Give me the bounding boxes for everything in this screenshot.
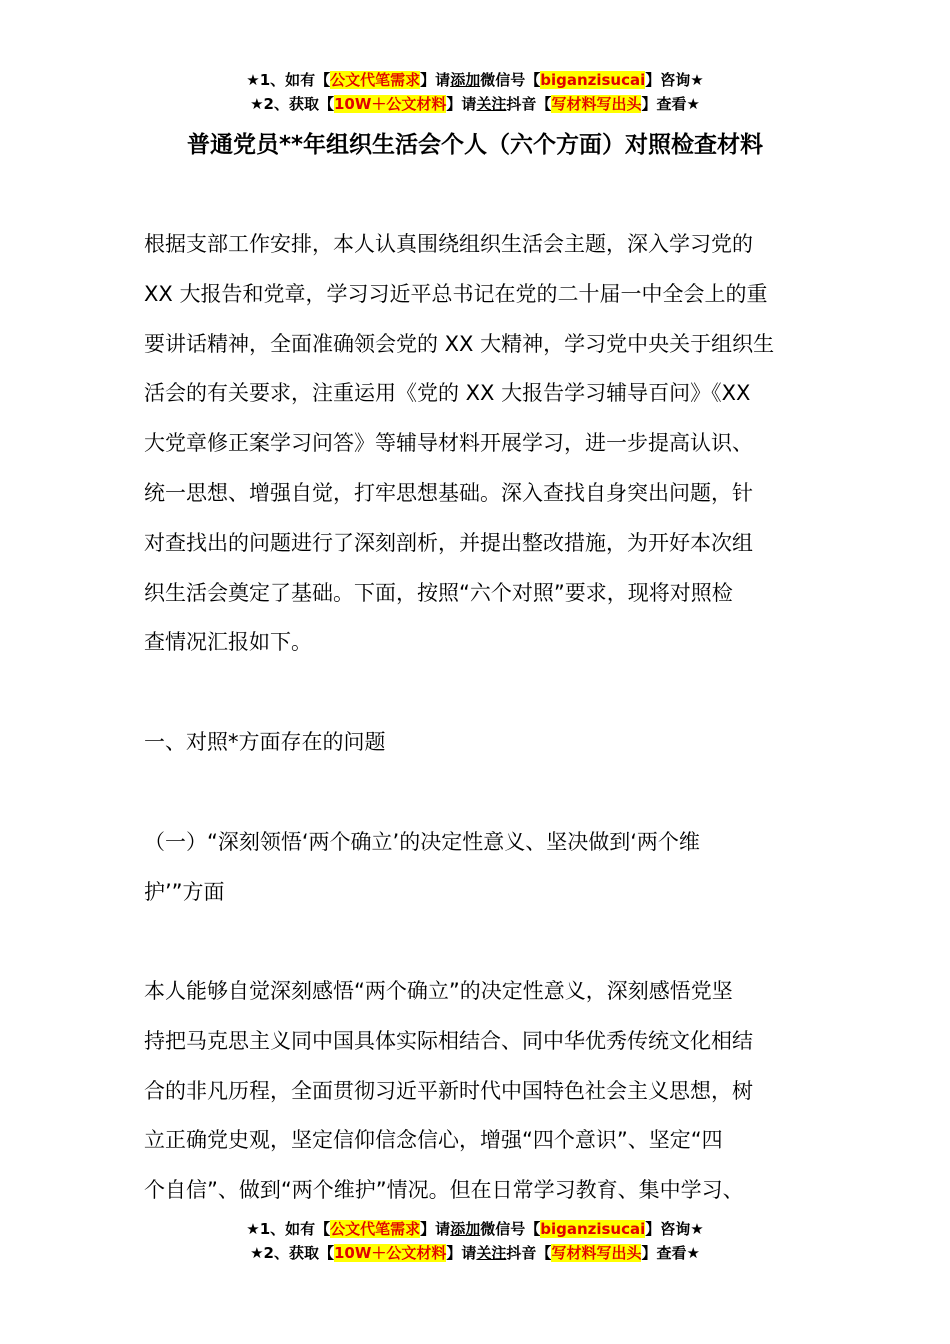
text-line: 织生活会奠定了基础。下面，按照“六个对照”要求，现将对照检 (144, 580, 733, 605)
promo-line-2 (0, 1241, 950, 1265)
intro-paragraph (144, 220, 824, 668)
text-line: 要讲话精神，全面准确领会党的 XX 大精神，学习党中央关于组织生 (144, 331, 775, 356)
text-line: XX 大报告和党章，学习习近平总书记在党的二十届一中全会上的重 (144, 281, 768, 306)
promo-text: 】查看★ (641, 1244, 700, 1262)
promo-text: 】请 (420, 1220, 451, 1238)
text-line: 统一思想、增强自觉，打牢思想基础。深入查找自身突出问题，针 (144, 480, 753, 505)
promo-wechat-id: biganzisucai (540, 1220, 646, 1238)
text-line: 对查找出的问题进行了深刻剖析，并提出整改措施，为开好本次组 (144, 530, 753, 555)
promo-text: ★2、获取【 (250, 95, 334, 113)
promo-highlight: 公文代笔需求 (330, 1220, 421, 1238)
promo-text: ★2、获取【 (250, 1244, 334, 1262)
section-paragraph (144, 967, 824, 1216)
subsection-heading (144, 818, 824, 918)
text-line: 根据支部工作安排，本人认真围绕组织生活会主题，深入学习党的 (144, 232, 753, 256)
text-line: 护’”方面 (144, 879, 225, 904)
promo-text: 】请 (420, 71, 451, 89)
text-line: 合的非凡历程，全面贯彻习近平新时代中国特色社会主义思想，树 (144, 1078, 753, 1103)
text-line: 个自信”、做到“两个维护”情况。但在日常学习教育、集中学习、 (144, 1178, 744, 1203)
promo-wechat-id: biganzisucai (540, 71, 646, 89)
promo-text: 】请 (446, 95, 477, 113)
promo-emphasis: 添加 (450, 1220, 481, 1238)
promo-text: 】咨询★ (645, 1220, 704, 1238)
text-line: 持把马克思主义同中国具体实际相结合、同中华优秀传统文化相结 (144, 1028, 753, 1053)
text-line: 立正确党史观，坚定信仰信念信心，增强“四个意识”、坚定“四 (144, 1128, 723, 1153)
promo-highlight: 10W＋公文材料 (333, 95, 447, 113)
promo-text: 】查看★ (641, 95, 700, 113)
promo-text: 】咨询★ (645, 71, 704, 89)
promo-text: ★1、如有【 (246, 1220, 331, 1238)
footer-promo-banner (0, 1217, 950, 1265)
promo-line-1 (0, 1217, 950, 1241)
text-line: （一）“深刻领悟‘两个确立’的决定性意义、坚决做到‘两个维 (144, 830, 700, 854)
promo-emphasis: 添加 (450, 71, 481, 89)
promo-text: 】请 (446, 1244, 477, 1262)
section-heading-text: 一、对照*方面存在的问题 (144, 730, 386, 754)
promo-highlight: 10W＋公文材料 (333, 1244, 447, 1262)
text-line: 本人能够自觉深刻感悟“两个确立”的决定性意义，深刻感悟党坚 (144, 979, 733, 1003)
text-line: 大党章修正案学习问答》等辅导材料开展学习，进一步提高认识、 (144, 431, 753, 456)
header-promo-banner (0, 68, 950, 116)
promo-emphasis: 关注 (476, 95, 507, 113)
promo-line-1 (0, 68, 950, 92)
promo-text: 微信号【 (480, 71, 541, 89)
promo-line-2 (0, 92, 950, 116)
promo-text: 抖音【 (506, 95, 552, 113)
promo-highlight: 公文代笔需求 (330, 71, 421, 89)
document-title: 普通党员**年组织生活会个人（六个方面）对照检查材料 (186, 132, 764, 158)
promo-text: 抖音【 (506, 1244, 552, 1262)
promo-text: ★1、如有【 (246, 71, 331, 89)
promo-text: 微信号【 (480, 1220, 541, 1238)
text-line: 活会的有关要求，注重运用《党的 XX 大报告学习辅导百问》《XX (144, 381, 751, 406)
section-heading (144, 718, 824, 768)
promo-douyin-id: 写材料写出头 (551, 95, 642, 113)
text-line: 查情况汇报如下。 (144, 630, 312, 655)
promo-emphasis: 关注 (476, 1244, 507, 1262)
promo-douyin-id: 写材料写出头 (551, 1244, 642, 1262)
